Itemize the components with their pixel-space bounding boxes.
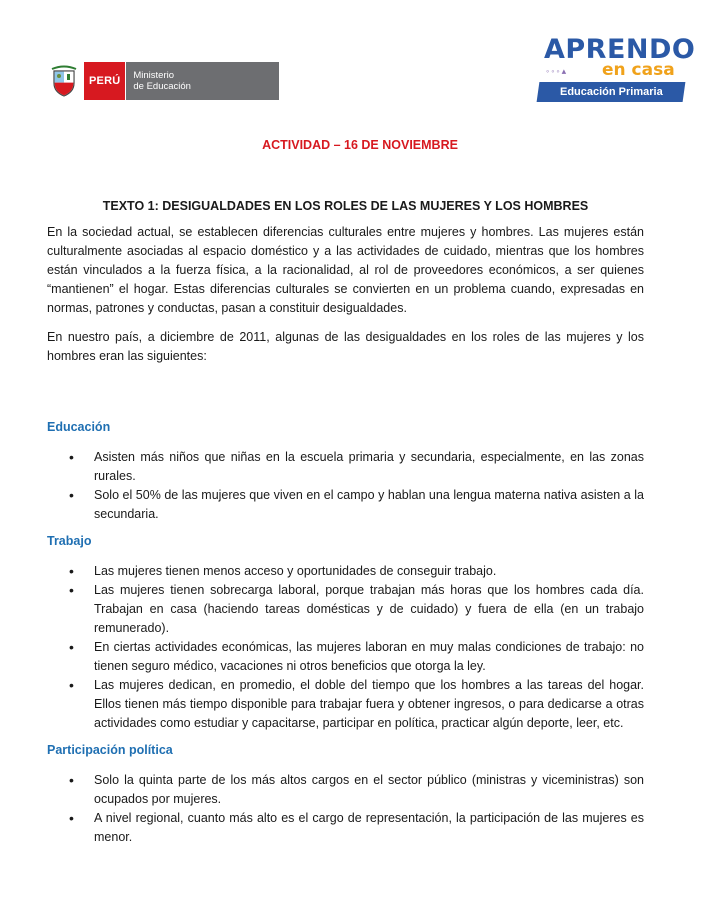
- activity-title: ACTIVIDAD – 16 DE NOVIEMBRE: [262, 138, 458, 152]
- section-title-work: Trabajo: [47, 534, 92, 548]
- list-item: • Solo la quinta parte de los más altos cargos en el sector público (ministras y viceministras) son ocupados por mujeres.: [47, 771, 644, 809]
- minedu-logo: [50, 62, 279, 100]
- intro-paragraph: En la sociedad actual, se establecen diferencias culturales entre mujeres y hombres. Las mujeres están culturalmente asociadas al espacio doméstico y a las actividades de cuidado, mientras que los hombres están vinculados a la fuerza física, a la racionalidad, al rol de proveedores económicos, a ser quienes “mantienen” el hogar. Estas diferencias culturales se convierten en un problema cuando, expresadas en normas, patrones y conductas, pasan a constituir desigualdades.: [47, 225, 644, 315]
- list-item: • Asisten más niños que niñas en la escuela primaria y secundaria, especialmente, en las zonas rurales.: [47, 448, 644, 486]
- coat-of-arms-icon: [50, 63, 78, 99]
- section-title-politics: Participación política: [47, 743, 173, 757]
- aprendo-band-label: Educación Primaria: [559, 86, 663, 98]
- document-body: [47, 197, 644, 847]
- section-education: [47, 418, 644, 524]
- list-item: • Las mujeres dedican, en promedio, el doble del tiempo que los hombres a las tareas del hogar. Ellos tienen más tiempo disponible para trabajar fuera y obtener ingresos, o para dedicarse a otras actividades como estudiar y capacitarse, participar en política, practicar algún deporte, leer, etc.: [47, 676, 644, 733]
- peru-label: PERÚ: [84, 62, 125, 100]
- aprendo-subtitle: en casa: [602, 60, 675, 80]
- ministry-label: [125, 62, 279, 100]
- ministry-line-2: de Educación: [133, 81, 191, 92]
- aprendo-title: APRENDO: [544, 34, 696, 65]
- work-list: [47, 562, 644, 733]
- context-paragraph: En nuestro país, a diciembre de 2011, algunas de las desigualdades en los roles de las mujeres y los hombres eran las siguientes:: [47, 330, 644, 363]
- section-work: [47, 532, 644, 733]
- list-item: • A nivel regional, cuanto más alto es el cargo de representación, la participación de las mujeres es menor.: [47, 809, 644, 847]
- ministry-line-1: Ministerio: [133, 70, 175, 81]
- section-politics: [47, 741, 644, 847]
- aprendo-en-casa-logo: [538, 34, 696, 104]
- education-list: [47, 448, 644, 524]
- list-item: • Las mujeres tienen sobrecarga laboral, porque trabajan más horas que los hombres cada día. Trabajan en casa (haciendo tareas domésticas y de cuidado) y fuera de ella (en un trabajo remunerado).: [47, 581, 644, 638]
- aprendo-band: [537, 82, 686, 102]
- document-header: [0, 0, 720, 118]
- politics-list: [47, 771, 644, 847]
- list-item: • Solo el 50% de las mujeres que viven en el campo y hablan una lengua materna nativa asisten a la secundaria.: [47, 486, 644, 524]
- list-item: • En ciertas actividades económicas, las mujeres laboran en muy malas condiciones de trabajo: no tienen seguro médico, vacaciones ni otros beneficios que otorga la ley.: [47, 638, 644, 676]
- decorative-shapes-icon: ◦◦◦▴: [546, 66, 569, 76]
- list-item: • Las mujeres tienen menos acceso y oportunidades de conseguir trabajo.: [47, 562, 644, 581]
- text-title: TEXTO 1: DESIGUALDADES EN LOS ROLES DE LAS MUJERES Y LOS HOMBRES: [102, 199, 589, 213]
- section-title-education: Educación: [47, 420, 111, 434]
